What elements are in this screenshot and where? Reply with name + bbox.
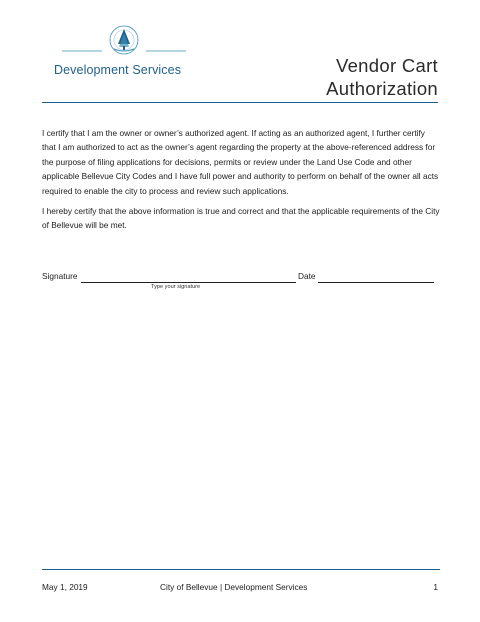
date-label: Date xyxy=(298,271,316,281)
certification-text xyxy=(42,126,440,239)
city-of-bellevue-seal-icon xyxy=(52,22,202,64)
page-title-line1: Vendor Cart xyxy=(335,55,438,76)
footer-date: May 1, 2019 xyxy=(42,582,88,592)
signature-row xyxy=(42,271,438,301)
page-title-line2: Authorization xyxy=(326,78,438,99)
signature-field[interactable] xyxy=(81,282,296,283)
certification-paragraph-2: I hereby certify that the above information is true and correct and that the applicable requirements of the City of Bellevue will be met. xyxy=(42,206,440,231)
footer-organization: City of Bellevue | Development Services xyxy=(160,582,308,592)
logo xyxy=(52,22,202,82)
signature-hint: Type your signature xyxy=(151,284,201,290)
footer xyxy=(42,582,440,596)
header-divider xyxy=(42,102,438,103)
page-title xyxy=(326,54,438,100)
page-number: 1 xyxy=(433,582,438,592)
date-field[interactable] xyxy=(318,282,434,283)
signature-label: Signature xyxy=(42,271,78,281)
certification-paragraph-1: I certify that I am the owner or owner’s authorized agent. If acting as an authorized agent, I further certify that I am authorized to act as the owner’s agent regarding the property at the above-referenced address for the purpose of filing applications for decisions, permits or review under the Land Use Code and other applicable Bellevue City Codes and I have full power and authority to perform on behalf of the owner all acts required to enable the city to process and review such applications. xyxy=(42,128,439,196)
logo-text: Development Services xyxy=(54,63,182,77)
footer-divider xyxy=(42,569,440,570)
